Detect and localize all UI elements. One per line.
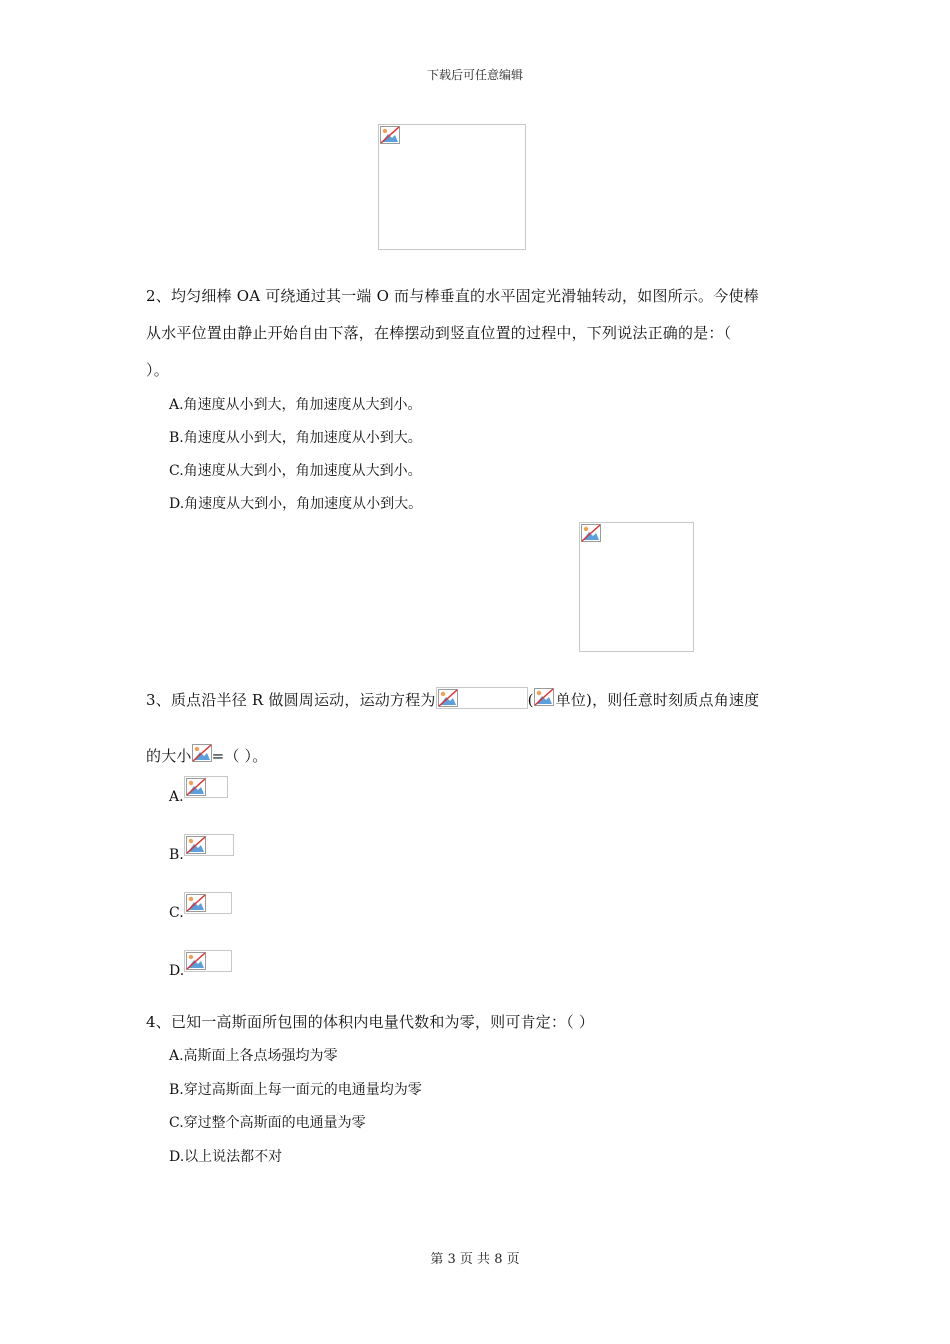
q3-option-b-image — [184, 834, 234, 856]
broken-image-icon — [186, 894, 206, 912]
q2-option-a: A.角速度从小到大，角加速度从大到小。 — [169, 397, 422, 413]
broken-image-icon — [186, 952, 206, 970]
q4-option-c: C.穿过整个高斯面的电通量为零 — [169, 1115, 366, 1131]
broken-image-icon — [192, 744, 212, 762]
q3-option-d-label: D. — [169, 963, 185, 979]
broken-image-icon — [186, 778, 206, 796]
q2-option-c: C.角速度从大到小，角加速度从大到小。 — [169, 463, 422, 479]
q3-option-d-image — [184, 950, 232, 972]
q4-option-b: B.穿过高斯面上每一面元的电通量均为零 — [169, 1082, 422, 1098]
q3-paren-open: ( — [527, 691, 534, 709]
q2-option-b: B.角速度从小到大，角加速度从小到大。 — [169, 430, 422, 446]
q3-unit-image — [534, 688, 556, 708]
q2-line3: ）。 — [146, 361, 169, 379]
q4-option-d: D.以上说法都不对 — [169, 1149, 283, 1165]
broken-image-icon — [438, 689, 458, 707]
q3-option-b — [169, 834, 234, 863]
q3-line1-prefix: 3、质点沿半径 R 做圆周运动，运动方程为 — [146, 691, 436, 709]
q3-line2-prefix: 的大小 — [146, 747, 192, 765]
q3-option-d — [169, 950, 232, 979]
q3-line2 — [146, 746, 267, 767]
q3-line2-suffix: =（ ）。 — [211, 747, 268, 765]
q3-option-a — [169, 776, 228, 805]
q3-option-b-label: B. — [169, 847, 184, 863]
broken-image-icon — [581, 524, 601, 542]
figure-q1 — [378, 124, 526, 250]
q2-line1: 2、均匀细棒 OA 可绕通过其一端 O 而与棒垂直的水平固定光滑轴转动，如图所示。今使棒 — [146, 287, 759, 305]
page-footer: 第 3 页 共 8 页 — [430, 1252, 520, 1267]
q3-option-a-label: A. — [169, 789, 184, 805]
broken-image-icon — [380, 126, 400, 144]
q3-omega-image — [192, 744, 212, 764]
q3-equation-image — [436, 687, 528, 709]
q4-stem: 4、已知一高斯面所包围的体积内电量代数和为零，则可肯定：（ ） — [146, 1013, 595, 1031]
figure-q2 — [579, 522, 694, 652]
q3-line1 — [146, 690, 759, 712]
q4-option-a: A.高斯面上各点场强均为零 — [169, 1048, 338, 1064]
broken-image-icon — [534, 688, 554, 706]
q3-line1-suffix: 单位)，则任意时刻质点角速度 — [555, 691, 760, 709]
q3-option-c-image — [184, 892, 232, 914]
q3-option-c-label: C. — [169, 905, 184, 921]
q2-option-d: D.角速度从大到小，角加速度从小到大。 — [169, 496, 423, 512]
q2-line2: 从水平位置由静止开始自由下落，在棒摆动到竖直位置的过程中，下列说法正确的是：（ — [146, 324, 732, 342]
q3-option-c — [169, 892, 232, 921]
page-header: 下载后可任意编辑 — [426, 68, 523, 82]
q3-option-a-image — [184, 776, 228, 798]
broken-image-icon — [186, 836, 206, 854]
